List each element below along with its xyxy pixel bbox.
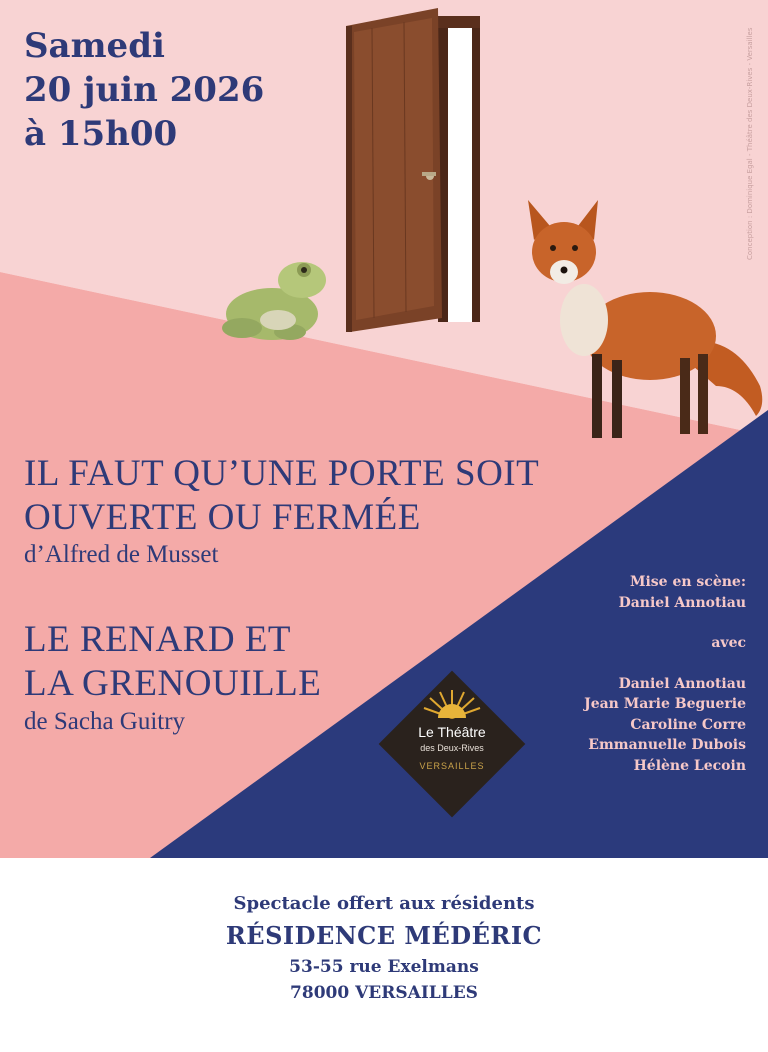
fox-eye	[572, 245, 578, 251]
director-name: Daniel Annotiau	[618, 594, 746, 611]
frog-pupil	[301, 267, 307, 273]
event-time: à 15h00	[24, 114, 178, 154]
door-edge	[346, 26, 352, 332]
play2-title-line2: LA GRENOUILLE	[24, 663, 322, 704]
fox-leg	[698, 354, 708, 434]
theatre-logo	[380, 672, 524, 816]
logo-line3: VERSAILLES	[419, 761, 485, 771]
footer-street: 53-55 rue Exelmans	[289, 957, 479, 977]
play1-author: d’Alfred de Musset	[24, 541, 219, 568]
fox-leg	[612, 360, 622, 438]
footer-city: 78000 VERSAILLES	[290, 983, 478, 1003]
fox-nose	[561, 267, 568, 274]
fox-illustration	[520, 196, 768, 444]
play2-author: de Sacha Guitry	[24, 708, 186, 735]
cast-member: Daniel Annotiau	[618, 675, 746, 692]
play1-title-line2: OUVERTE OU FERMÉE	[24, 497, 421, 538]
footer	[0, 890, 768, 1006]
play2-title-line1: LE RENARD ET	[24, 619, 292, 660]
frog-leg	[222, 318, 262, 338]
door-frame-top	[438, 16, 480, 28]
footer-residence: RÉSIDENCE MÉDÉRIC	[225, 921, 543, 950]
credits-spacer	[584, 654, 746, 674]
door-illustration	[342, 6, 484, 338]
door-panel-inner	[354, 18, 434, 320]
event-date	[24, 24, 264, 156]
vertical-credit-text: Conception : Dominique Egal - Théâtre des Deux-Rives - Versailles	[746, 27, 754, 260]
sun-icon	[422, 688, 482, 720]
event-day: Samedi	[24, 26, 165, 66]
cast-member: Hélène Lecoin	[633, 757, 746, 774]
frog-belly	[260, 310, 296, 330]
footer-offer: Spectacle offert aux résidents	[233, 893, 535, 914]
fox-leg	[592, 354, 602, 438]
door-opening	[448, 28, 472, 322]
cast-member: Jean Marie Beguerie	[584, 696, 746, 712]
frog-illustration	[218, 250, 332, 346]
logo-line2: des Deux-Rives	[420, 743, 484, 753]
credits-spacer	[584, 613, 746, 633]
event-date-line: 20 juin 2026	[24, 70, 265, 110]
cast-member: Caroline Corre	[630, 716, 746, 733]
fox-chest	[560, 284, 608, 356]
fox-leg	[680, 358, 690, 434]
direction-label: Mise en scène:	[629, 574, 746, 590]
cast-member: Emmanuelle Dubois	[588, 737, 746, 753]
cast-credits	[584, 572, 746, 776]
play1-title-line1: IL FAUT QU’UNE PORTE SOIT	[24, 453, 540, 494]
fox-eye	[550, 245, 556, 251]
with-label: avec	[711, 635, 746, 651]
door-handle	[422, 172, 436, 176]
logo-line1: Le Théâtre	[418, 724, 486, 740]
